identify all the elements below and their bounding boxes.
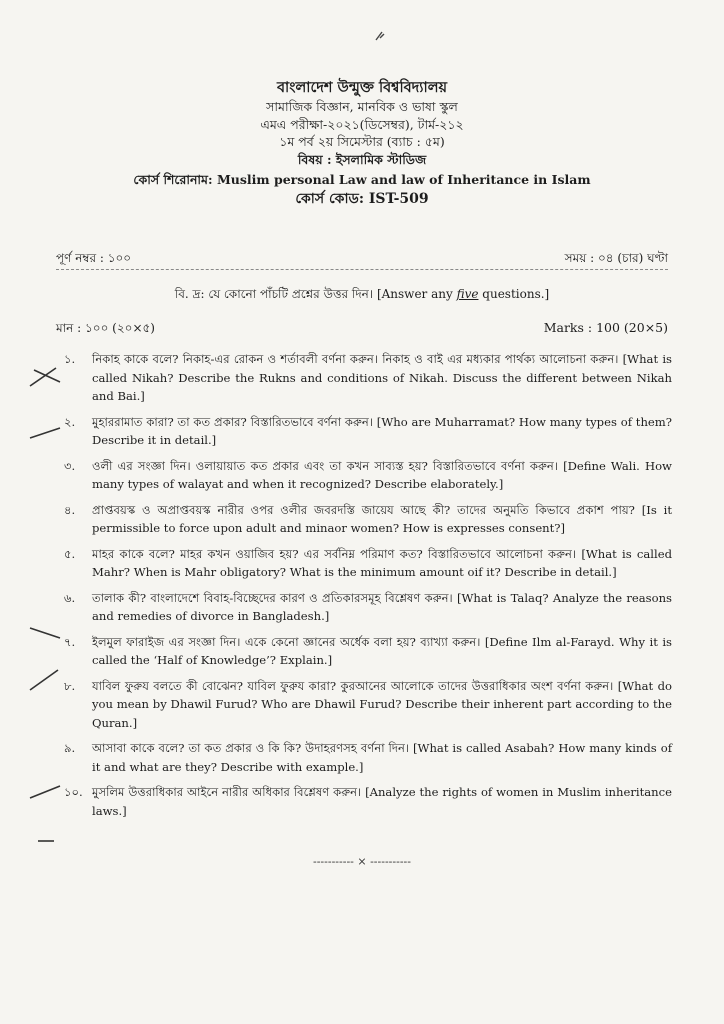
course-code: কোর্স কোড: IST-509 (295, 191, 429, 207)
question-number: ৫. (64, 546, 76, 561)
instruction-suffix: questions.] (478, 287, 550, 301)
question-text-bengali: আসাবা কাকে বলে? তা কত প্রকার ও কি কি? উদাহরণসহ বর্ণনা দিন। (92, 741, 410, 755)
question-number: ৮. (64, 678, 76, 693)
question-text-bengali: প্রাপ্তবয়স্ক ও অপ্রাপ্তবয়স্ক নারীর ওপর ওলীর জবরদস্তি জায়েয আছে কী? তাদের অনুমতি কিভাবে প্রকাশ পায়? (92, 502, 635, 517)
question-item (56, 633, 672, 670)
question-number: ৪. (64, 502, 76, 517)
question-text-bengali: মুহাররামাত কারা? তা কত প্রকার? বিস্তারিতভাবে বর্ণনা করুন। (92, 414, 373, 429)
question-text-english: [Analyze the rights of women in Muslim inheritance laws.] (92, 785, 672, 818)
question-item (56, 739, 672, 776)
exam-time: সময় : ০৪ (চার) ঘণ্টা (564, 251, 668, 265)
question-item (56, 413, 672, 450)
question-number: ৬. (64, 590, 76, 605)
question-text-bengali: যাবিল ফুরুয বলতে কী বোঝেন? যাবিল ফুরুয কারা? কুরআনের আলোকে তাদের উত্তরাধিকার অংশ বর্ণনা করুন। (92, 678, 614, 693)
question-text-bengali: ইলমুল ফারাইজ এর সংজ্ঞা দিন। একে কেনো জ্ঞানের অর্ধেক বলা হয়? ব্যাখ্যা করুন। (92, 634, 481, 649)
question-item (56, 457, 672, 494)
question-text-english: [What is Talaq? Analyze the reasons and remedies of divorce in Bangladesh.] (92, 590, 672, 623)
question-text-english: [Define Wali. How many types of walayat and when it recognized? Describe elaborately.] (92, 458, 672, 491)
course-title: কোর্স শিরোনাম: Muslim personal Law and law of Inheritance in Islam (133, 172, 591, 187)
ink-speck (372, 28, 388, 44)
full-marks: পূর্ণ নম্বর : ১০০ (56, 251, 132, 265)
pen-tick-mark (26, 620, 66, 644)
question-list (56, 350, 672, 827)
question-number: ৯. (64, 741, 76, 755)
question-item (56, 501, 672, 538)
subject-name: বিষয় : ইসলামিক স্টাডিজ (297, 151, 427, 167)
end-mark: ----------- × ----------- (313, 855, 411, 868)
question-text-english: [What is called Mahr? When is Mahr obligatory? What is the minimum amount oif it? Describe in detail.] (92, 546, 672, 579)
exam-header (0, 78, 724, 209)
question-item (56, 350, 672, 406)
question-text-bengali: মুসলিম উত্তরাধিকার আইনে নারীর অধিকার বিশ্লেষণ করুন। (92, 785, 362, 799)
divider (56, 269, 668, 270)
question-text-english: [What do you mean by Dhawil Furud? Who are Dhawil Furud? Describe their inherent part according to the Quran.] (92, 678, 672, 730)
question-number: ১. (64, 352, 76, 366)
question-text-bengali: ওলী এর সংজ্ঞা দিন। ওলায়ায়াত কত প্রকার এবং তা কখন সাব্যস্ত হয়? বিস্তারিতভাবে বর্ণনা করুন। (92, 458, 558, 473)
question-item (56, 589, 672, 626)
instruction (0, 286, 724, 306)
pen-tick-mark (26, 420, 66, 444)
question-text-bengali: তালাক কী? বাংলাদেশে বিবাহ-বিচ্ছেদের কারণ ও প্রতিকারসমূহ বিশ্লেষণ করুন। (92, 590, 453, 605)
question-item (56, 783, 672, 820)
marks-english: Marks : 100 (20×5) (543, 320, 668, 335)
instruction-emphasis: five (456, 287, 479, 301)
marks-bengali: মান : ১০০ (২০×৫) (56, 321, 155, 335)
question-text-english: [Is it permissible to force upon adult and minaor women? How is expresses consent?] (92, 502, 673, 535)
question-item (56, 677, 672, 733)
university-name: বাংলাদেশ উন্মুক্ত বিশ্ববিদ্যালয় (276, 79, 448, 96)
question-item (56, 545, 672, 582)
question-text-english: [What is called Asabah? How many kinds of it and what are they? Describe with example.] (92, 741, 672, 774)
question-number: ২. (64, 414, 76, 429)
pen-dash-mark (36, 836, 56, 846)
pen-tick-mark (26, 362, 66, 392)
question-number: ১০. (64, 785, 83, 799)
pen-tick-mark (26, 666, 66, 694)
question-number: ৩. (64, 458, 76, 473)
question-text-english: [What is called Nikah? Describe the Rukns and conditions of Nikah. Discuss the different between Nikah and Bai.] (92, 352, 673, 403)
question-text-bengali: নিকাহ কাকে বলে? নিকাহ-এর রোকন ও শর্তাবলী বর্ণনা করুন। নিকাহ ও বাই এর মধ্যকার পার্থক্য আলোচনা করুন। (92, 352, 619, 366)
instruction-prefix: বি. দ্র: যে কোনো পাঁচটি প্রশ্নের উত্তর দিন। [Answer any (174, 287, 457, 301)
pen-tick-mark (26, 780, 66, 804)
question-text-english: [Define Ilm al-Farayd. Why it is called the ‘Half of Knowledge’? Explain.] (92, 634, 672, 667)
semester-info: ১ম পর্ব ২য় সিমেস্টার (ব্যাচ : ৫ম) (279, 134, 445, 149)
exam-name: এমএ পরীক্ষা-২০২১(ডিসেম্বর), টার্ম-২১২ (260, 116, 464, 132)
question-number: ৭. (64, 634, 76, 649)
question-text-english: [Who are Muharramat? How many types of them? Describe it in detail.] (92, 414, 672, 447)
question-text-bengali: মাহর কাকে বলে? মাহর কখন ওয়াজিব হয়? এর সর্বনিম্ন পরিমাণ কত? বিস্তারিতভাবে আলোচনা করুন। (92, 546, 577, 561)
school-name: সামাজিক বিজ্ঞান, মানবিক ও ভাষা স্কুল (266, 99, 458, 114)
